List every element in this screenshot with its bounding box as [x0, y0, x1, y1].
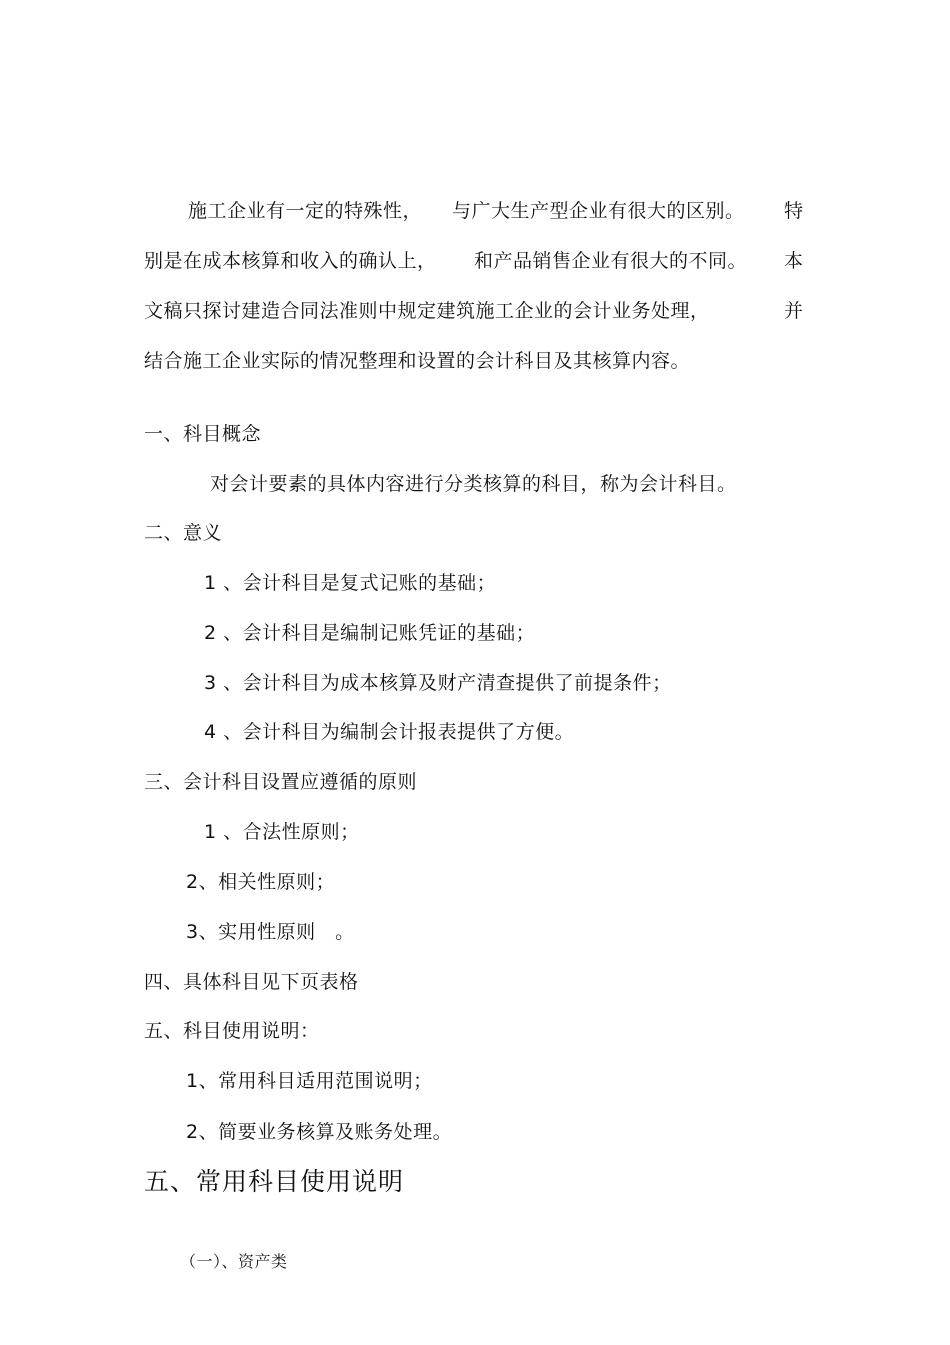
- intro-line-1-seg-1: 施工企业有一定的特殊性，: [188, 200, 423, 222]
- section-4-title: 四、具体科目见下页表格: [144, 971, 359, 993]
- section-2-item-3: 3 、会计科目为成本核算及财产清查提供了前提条件；: [204, 672, 672, 694]
- intro-line-2-seg-2: 和产品销售企业有很大的不同。: [474, 250, 748, 272]
- intro-line-3-seg-2: 并: [784, 300, 804, 322]
- section-2-item-1: 1 、会计科目是复式记账的基础；: [204, 572, 497, 594]
- intro-line-1-seg-3: 特: [784, 200, 804, 222]
- section-3-title: 三、会计科目设置应遵循的原则: [144, 771, 418, 793]
- intro-line-1-seg-2: 与广大生产型企业有很大的区别。: [452, 200, 745, 222]
- intro-line-4: [144, 347, 806, 375]
- heading-common-subjects: 五、常用科目使用说明: [144, 1167, 405, 1196]
- section-5-title: 五、科目使用说明：: [144, 1020, 320, 1042]
- intro-line-2: [144, 247, 806, 275]
- intro-line-3-seg-1: 文稿只探讨建造合同法准则中规定建筑施工企业的会计业务处理，: [144, 300, 710, 322]
- section-5-item-2: 2、简要业务核算及账务处理。: [186, 1121, 453, 1143]
- section-1-title: 一、科目概念: [144, 423, 262, 445]
- section-5-item-1: 1、常用科目适用范围说明；: [186, 1070, 433, 1092]
- intro-line-2-seg-1: 别是在成本核算和收入的确认上，: [144, 250, 437, 272]
- section-3-item-3: 3、实用性原则 。: [186, 921, 355, 943]
- intro-line-3: [144, 297, 806, 325]
- intro-line-1: [144, 197, 806, 225]
- intro-line-2-seg-3: 本: [784, 250, 804, 272]
- sub-heading-assets: （一）、资产类: [180, 1252, 288, 1271]
- section-2-item-2: 2 、会计科目是编制记账凭证的基础；: [204, 622, 536, 644]
- section-1-body: 对会计要素的具体内容进行分类核算的科目，称为会计科目。: [210, 473, 737, 495]
- section-2-item-4: 4 、会计科目为编制会计报表提供了方便。: [204, 721, 575, 743]
- section-3-item-2: 2、相关性原则；: [186, 871, 336, 893]
- intro-line-4-seg-1: 结合施工企业实际的情况整理和设置的会计科目及其核算内容。: [144, 350, 691, 372]
- section-3-item-1: 1 、合法性原则；: [204, 821, 360, 843]
- section-2-title: 二、意义: [144, 522, 223, 544]
